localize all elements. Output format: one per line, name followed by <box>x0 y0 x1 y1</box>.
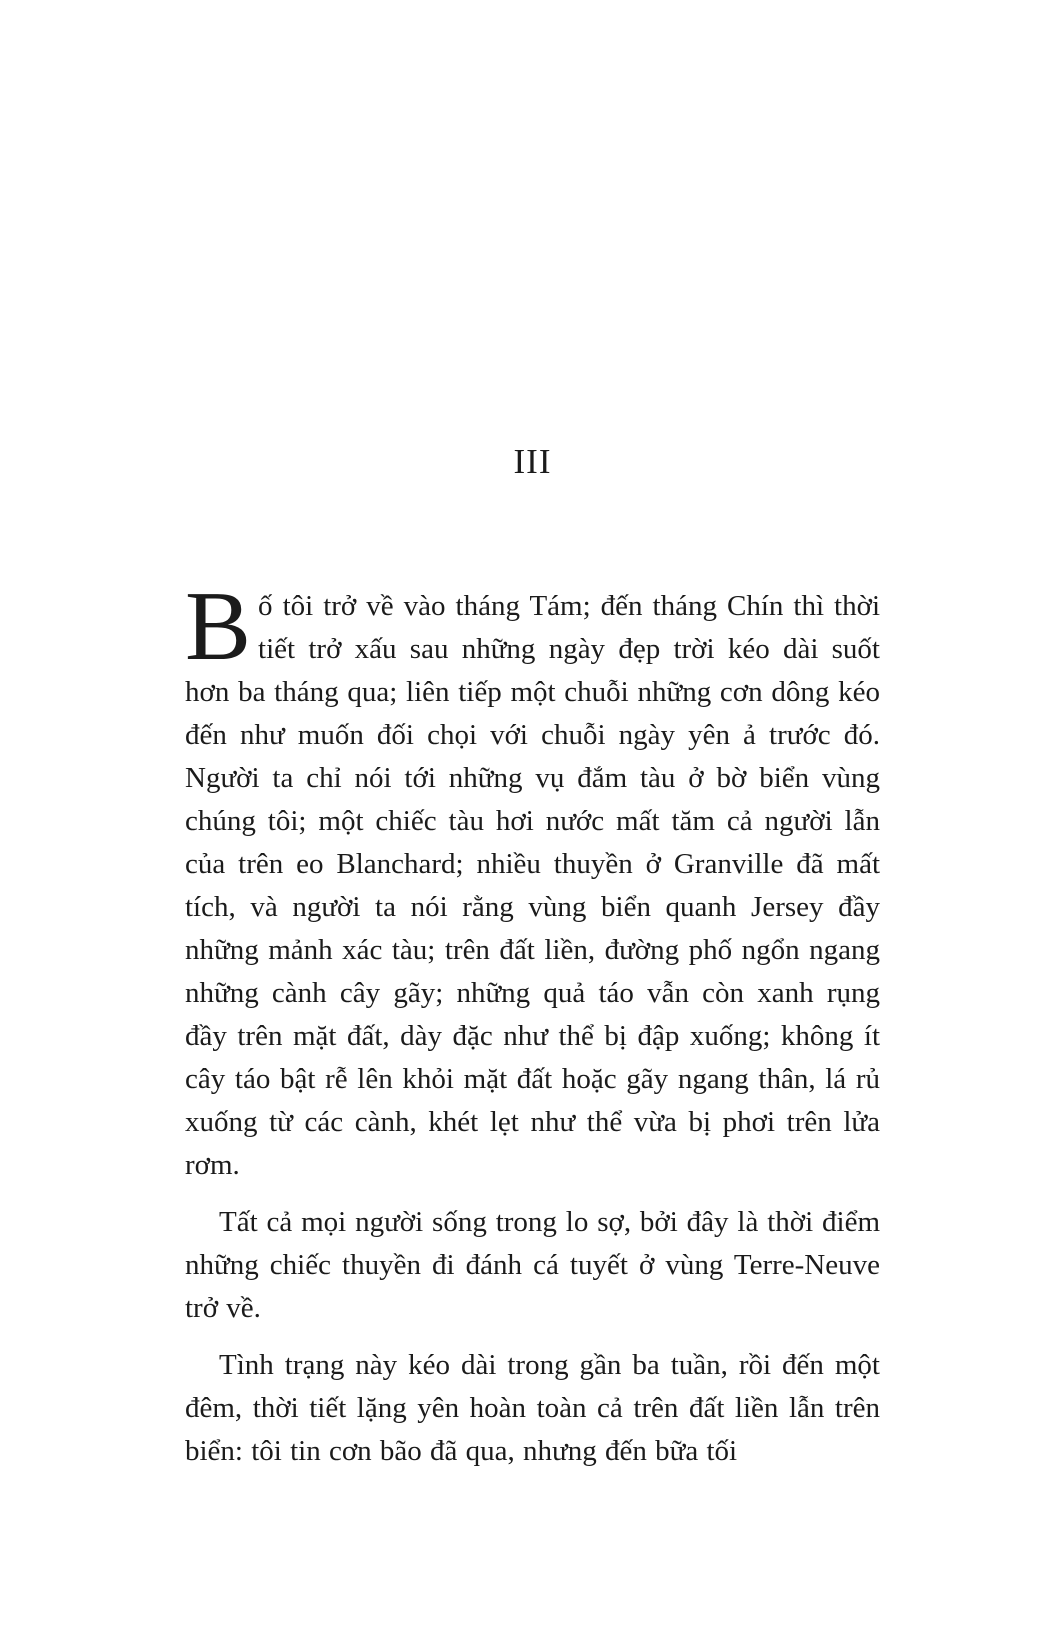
drop-cap: B <box>185 572 252 681</box>
paragraph-text: Tất cả mọi người sống trong lo sợ, bởi đây là thời điểm những chiếc thuyền đi đánh cá tuyết ở vùng Terre-Neuve trở về. <box>185 1206 880 1324</box>
paragraph <box>185 572 880 1187</box>
paragraph <box>185 1201 880 1330</box>
paragraph-text: ố tôi trở về vào tháng Tám; đến tháng Chín thì thời tiết trở xấu sau những ngày đẹp trời kéo dài suốt hơn ba tháng qua; liên tiếp một chuỗi những cơn dông kéo đến như muốn đối chọi với chuỗi ngày yên ả trước đó. Người ta chỉ nói tới những vụ đắm tàu ở bờ biển vùng chúng tôi; một chiếc tàu hơi nước mất tăm cả người lẫn của trên eo Blanchard; nhiều thuyền ở Granville đã mất tích, và người ta nói rằng vùng biển quanh Jersey đầy những mảnh xác tàu; trên đất liền, đường phố ngổn ngang những cành cây gãy; những quả táo vẫn còn xanh rụng đầy trên mặt đất, dày đặc như thể bị đập xuống; không ít cây táo bật rễ lên khỏi mặt đất hoặc gãy ngang thân, lá rủ xuống từ các cành, khét lẹt như thể vừa bị phơi trên lửa rơm. <box>185 590 880 1181</box>
chapter-heading: III <box>513 442 552 481</box>
body-text <box>185 572 880 1473</box>
paragraph <box>185 1344 880 1473</box>
paragraph-text: Tình trạng này kéo dài trong gần ba tuần, rồi đến một đêm, thời tiết lặng yên hoàn toàn cả trên đất liền lẫn trên biển: tôi tin cơn bão đã qua, nhưng đến bữa tối <box>185 1349 880 1467</box>
